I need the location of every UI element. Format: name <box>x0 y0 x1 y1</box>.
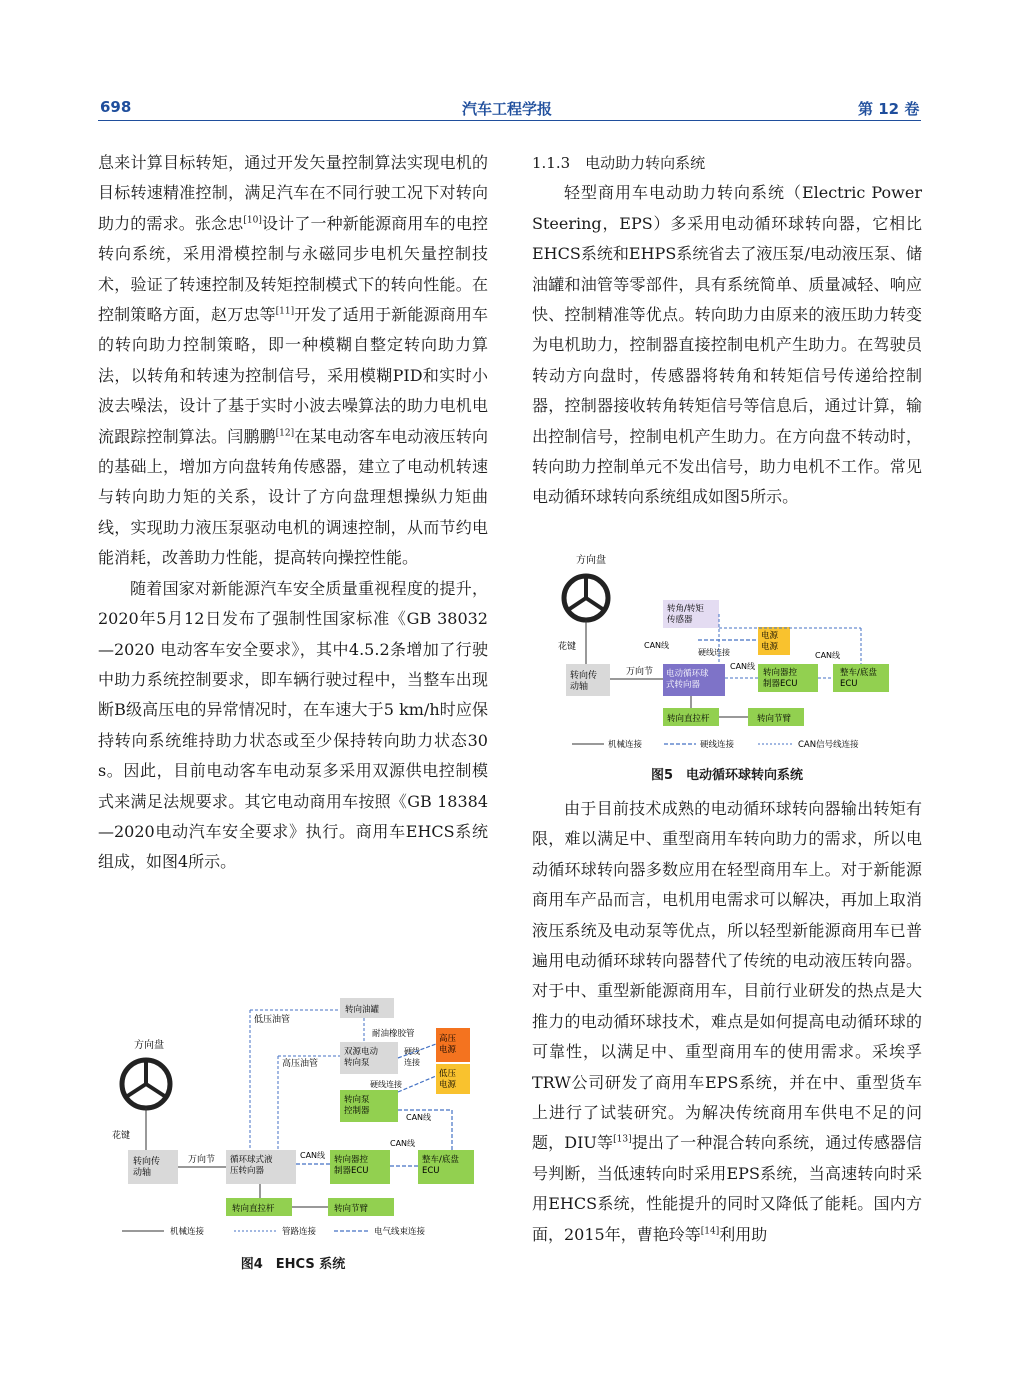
fig4-can2-label: CAN线 <box>300 1151 326 1160</box>
fig4-pump-label: 双源电动转向泵 <box>344 1047 379 1068</box>
page-number: 698 <box>100 98 132 116</box>
fig4-hv-label: 高压电源 <box>439 1034 457 1055</box>
fig4-universal-label: 万向节 <box>188 1155 216 1165</box>
fig4-spline-label: 花键 <box>112 1131 131 1141</box>
fig4-hard2-label: 硬线连接 <box>370 1080 402 1089</box>
fig4-hard-label: 硬线连接 <box>404 1047 420 1067</box>
fig4-legend-elec: 电气线束连接 <box>374 1227 426 1237</box>
fig5-gear-label: 电动循环球式转向器 <box>666 669 709 690</box>
fig5-spline-label: 花键 <box>558 642 577 652</box>
fig4-tank-label: 转向油罐 <box>345 1005 380 1015</box>
paragraph-intro: 息来计算目标转矩，通过开发矢量控制算法实现电机的目标转速精准控制，满足汽车在不同行驶工况下对转向助力的需求。张念忠[10]设计了一种新能源商用车的电控转向系统，采用滑模控制与永磁同步电机矢量控制技术，验证了转速控制及转矩控制模式下的转向性能。在控制策略方面，赵万忠等[11]开发了适用于新能源商用车的转向助力控制策略，即一种模糊自整定转向助力算法，以转角和转速为控制信号，采用模糊PID和实时小波去噪法，设计了基于实时小波去噪算法的助力电机电流跟踪控制算法。闫鹏鹏[12]在某电动客车电动液压转向的基础上，增加方向盘转角传感器，建立了电动机转速与转向助力矩的关系，设计了方向盘理想操纵力矩曲线，实现助力液压泵驱动电机的调速控制，从而节约电能消耗，改善助力性能，提高转向操控性能。 <box>98 153 488 568</box>
volume-label: 第 12 卷 <box>858 100 920 118</box>
header-rule <box>98 120 921 121</box>
fig4-legend-mech: 机械连接 <box>170 1227 205 1237</box>
fig5-hard-label: 硬线连接 <box>698 648 730 657</box>
fig5-ecu-label: 转向器控制器ECU <box>763 668 798 689</box>
fig4-drag-link-label: 转向直拉杆 <box>232 1204 275 1214</box>
figure4-diagram <box>108 996 488 1241</box>
fig4-legend-pipe: 管路连接 <box>282 1227 317 1237</box>
fig4-can3-label: CAN线 <box>390 1139 416 1148</box>
fig5-steering-wheel-label: 方向盘 <box>576 555 606 566</box>
right-column <box>532 148 922 513</box>
fig5-steering-wheel-icon <box>564 576 608 620</box>
fig4-steering-wheel-icon <box>122 1060 170 1108</box>
right-column-lower <box>532 794 922 1250</box>
fig5-drag-link-label: 转向直拉杆 <box>667 714 710 724</box>
fig4-column-box <box>128 1150 178 1184</box>
fig5-universal-label: 万向节 <box>626 667 654 677</box>
figure5-caption: 图5 电动循环球转向系统 <box>650 768 804 783</box>
fig4-can1-label: CAN线 <box>406 1113 432 1122</box>
fig5-can2-label: CAN线 <box>730 662 756 671</box>
figure5-diagram <box>558 548 898 758</box>
fig5-vehicle-ecu-label: 整车/底盘 ECU <box>840 668 877 689</box>
fig4-pump-ctrl-label: 转向泵控制器 <box>344 1095 370 1116</box>
fig5-column-label: 转向传动轴 <box>570 671 598 692</box>
fig5-legend-can: CAN信号线连接 <box>798 740 859 750</box>
fig4-knuckle-label: 转向节臂 <box>334 1204 369 1214</box>
fig5-can3-label: CAN线 <box>815 651 841 660</box>
fig4-low-pipe-label: 低压油管 <box>254 1015 291 1025</box>
fig4-ecu-label: 转向器控制器ECU <box>334 1155 369 1176</box>
paragraph-regulation: 随着国家对新能源汽车安全质量重视程度的提升，2020年5月12日发布了强制性国家标准《GB 38032—2020 电动客车安全要求》，其中4.5.2条增加了行驶中助力系统控制要求，即车辆行驶过程中，当整车出现断B级高压电的异常情况时，在车速大于5 km/h时应保持转向系统维持助力状态或至少保持转向助力状态30 s。因此，目前电动客车电动泵多采用双源供电控制模式来满足法规要求。其它电动商用车按照《GB 18384—2020电动汽车安全要求》执行。商用车EHCS系统组成，如图4所示。 <box>98 578 488 872</box>
fig5-knuckle-label: 转向节臂 <box>757 714 792 724</box>
fig5-sensor-label: 转角/转矩传感器 <box>667 604 704 625</box>
fig4-vehicle-ecu-label: 整车/底盘 ECU <box>422 1155 459 1176</box>
fig5-can1-label: CAN线 <box>644 641 670 650</box>
left-column <box>98 148 488 878</box>
fig4-gear-label: 循环球式液压转向器 <box>230 1155 273 1176</box>
fig4-steering-wheel-label: 方向盘 <box>134 1040 164 1051</box>
fig4-hose-label: 耐油橡胶管 <box>372 1029 415 1039</box>
paragraph-ecb: 由于目前技术成熟的电动循环球转向器输出转矩有限，难以满足中、重型商用车转向助力的需求，所以电动循环球转向器多数应用在轻型商用车上。对于新能源商用车产品而言，电机用电需求可以解决，再加上取消液压系统及电动泵等优点，所以轻型新能源商用车已普遍用电动循环球转向器替代了传统的电动液压转向器。对于中、重型新能源商用车，目前行业研发的热点是大推力的电动循环球技术，难点是如何提高电动循环球的可靠性，以满足中、重型商用车的使用需求。采埃孚TRW公司研发了商用车EPS系统，并在中、重型货车上进行了试装研究。为解决传统商用车供电不足的问题，DIU等[13]提出了一种混合转向系统，通过传感器信号判断，当低速转向时采用EPS系统，当高速转向时采用EHCS系统，性能提升的同时又降低了能耗。国内方面，2015年，曹艳玲等[14]利用助 <box>532 799 922 1244</box>
paragraph-eps: 轻型商用车电动助力转向系统（Electric Power Steering，EPS）多采用电动循环球转向器，它相比EHCS系统和EHPS系统省去了液压泵/电动液压泵、储油罐和油管等零部件，具有系统简单、质量减轻、响应快、控制精准等优点。转向助力由原来的液压助力转变为电机助力，控制器直接控制电机产生助力。在驾驶员转动方向盘时，传感器将转角和转矩信号传递给控制器，控制器接收转角转矩信号等信息后，通过计算，输出控制信号，控制电机产生助力。在方向盘不转动时，转向助力控制单元不发出信号，助力电机不工作。常见电动循环球转向系统组成如图5所示。 <box>532 183 922 507</box>
fig4-column-label: 转向传动轴 <box>133 1157 161 1178</box>
fig5-legend-mech: 机械连接 <box>608 740 643 750</box>
fig5-power-label: 电源电源 <box>761 631 779 652</box>
fig4-lv-label: 低压电源 <box>439 1069 457 1090</box>
section-title: 1.1.3 电动助力转向系统 <box>532 154 706 172</box>
fig5-legend-hard: 硬线连接 <box>700 740 735 750</box>
journal-title: 汽车工程学报 <box>462 100 553 118</box>
figure4-caption: 图4 EHCS 系统 <box>240 1257 346 1272</box>
fig4-high-pipe-label: 高压油管 <box>282 1059 319 1069</box>
